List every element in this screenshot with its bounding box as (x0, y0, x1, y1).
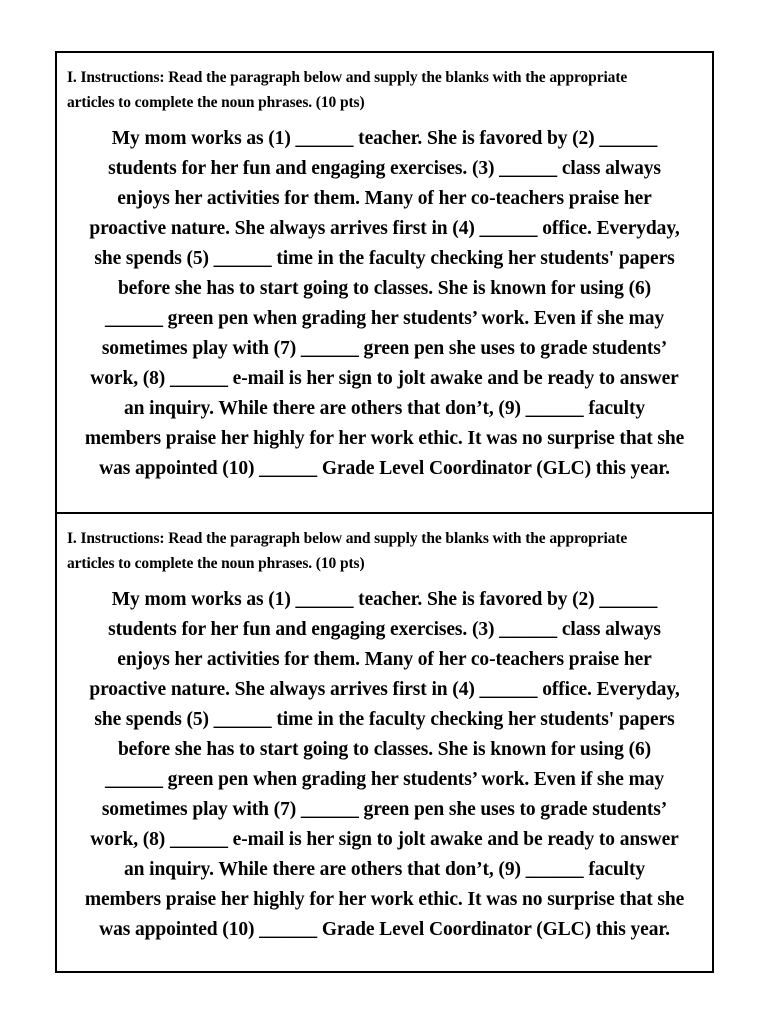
paragraph-line: ______ green pen when grading her students’ work. Even if she may (104, 769, 665, 790)
paragraph-line: members praise her highly for her work ethic. It was no surprise that she (84, 889, 685, 910)
paragraph-line: My mom works as (1) ______ teacher. She is favored by (2) ______ (111, 128, 658, 149)
exercise-section-1 (57, 53, 712, 512)
paragraph-line: was appointed (10) ______ Grade Level Coordinator (GLC) this year. (99, 919, 670, 940)
instructions-line: I. Instructions: Read the paragraph below and supply the blanks with the appropriate (67, 530, 628, 547)
exercise-paragraph (64, 124, 705, 484)
paragraph-line: students for her fun and engaging exercises. (3) ______ class always (108, 619, 661, 640)
exercise-paragraph (64, 585, 705, 945)
paragraph-line: she spends (5) ______ time in the faculty checking her students' papers (94, 248, 675, 269)
worksheet (55, 51, 714, 973)
paragraph-line: members praise her highly for her work ethic. It was no surprise that she (84, 428, 685, 449)
paragraph-line: work, (8) ______ e-mail is her sign to jolt awake and be ready to answer (90, 368, 679, 389)
paragraph-line: enjoys her activities for them. Many of her co-teachers praise her (117, 649, 652, 670)
instructions (67, 65, 702, 115)
paragraph-line: students for her fun and engaging exercises. (3) ______ class always (108, 158, 661, 179)
paragraph-line: was appointed (10) ______ Grade Level Coordinator (GLC) this year. (99, 458, 670, 479)
paragraph-line: proactive nature. She always arrives first in (4) ______ office. Everyday, (89, 218, 680, 239)
paragraph-line: sometimes play with (7) ______ green pen she uses to grade students’ (101, 799, 668, 820)
paragraph-line: an inquiry. While there are others that don’t, (9) ______ faculty (123, 859, 646, 880)
exercise-section-2 (57, 512, 712, 971)
instructions-line: I. Instructions: Read the paragraph below and supply the blanks with the appropriate (67, 69, 628, 86)
paragraph-line: work, (8) ______ e-mail is her sign to jolt awake and be ready to answer (90, 829, 679, 850)
paragraph-line: My mom works as (1) ______ teacher. She is favored by (2) ______ (111, 589, 658, 610)
paragraph-line: before she has to start going to classes. She is known for using (6) (117, 278, 652, 299)
instructions (67, 526, 702, 576)
paragraph-line: sometimes play with (7) ______ green pen she uses to grade students’ (101, 338, 668, 359)
instructions-line: articles to complete the noun phrases. (10 pts) (67, 94, 365, 111)
paragraph-line: proactive nature. She always arrives first in (4) ______ office. Everyday, (89, 679, 680, 700)
paragraph-line: an inquiry. While there are others that don’t, (9) ______ faculty (123, 398, 646, 419)
paragraph-line: ______ green pen when grading her students’ work. Even if she may (104, 308, 665, 329)
instructions-line: articles to complete the noun phrases. (10 pts) (67, 555, 365, 572)
paragraph-line: before she has to start going to classes. She is known for using (6) (117, 739, 652, 760)
paragraph-line: she spends (5) ______ time in the faculty checking her students' papers (94, 709, 675, 730)
paragraph-line: enjoys her activities for them. Many of her co-teachers praise her (117, 188, 652, 209)
